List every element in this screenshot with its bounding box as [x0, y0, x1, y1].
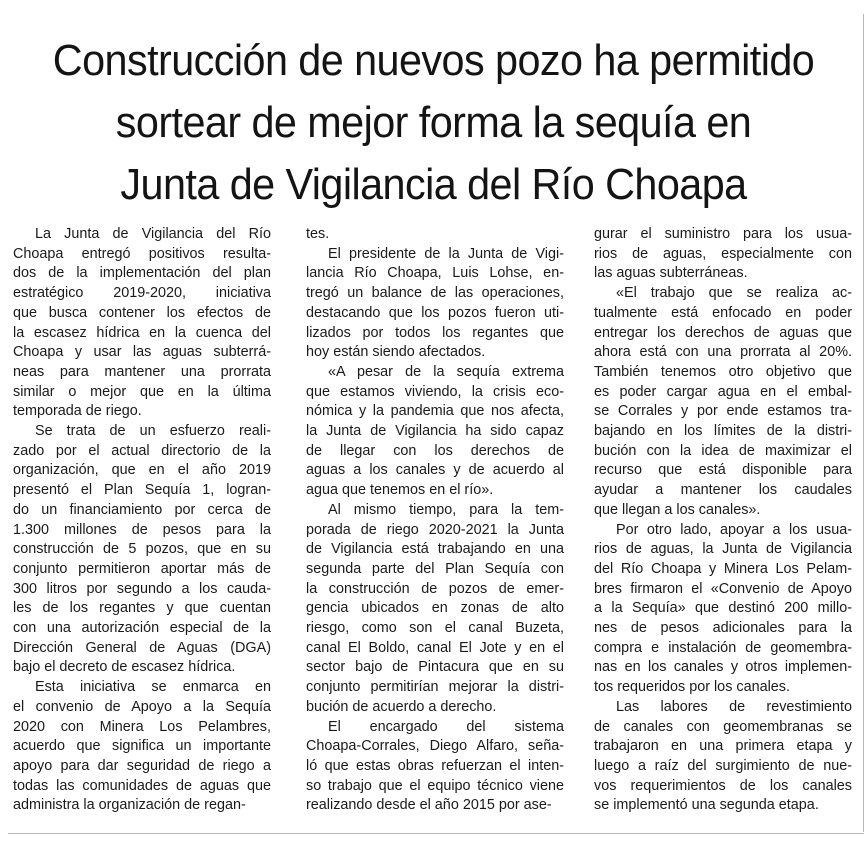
article-paragraph	[594, 698, 852, 816]
text-line: aguas a los canales y de acuerdo al	[306, 462, 564, 479]
text-line: similar o mejor que en la última	[13, 383, 271, 400]
text-line: estratégico 2019-2020, iniciativa	[13, 285, 271, 302]
text-line: el convenio de Apoyo a la Sequía	[13, 698, 271, 715]
article-paragraph	[13, 225, 271, 422]
text-line: Esta iniciativa se enmarca en	[35, 679, 271, 696]
text-line: tos requeridos por los canales.	[594, 679, 790, 696]
article-headline	[45, 30, 822, 216]
text-line: de canales con geomembranas se	[594, 718, 852, 735]
text-line: bución con la idea de maximizar el	[594, 442, 852, 459]
text-line: sector bajo de Pintacura que en su	[306, 659, 564, 676]
text-line: se implementó una segunda etapa.	[594, 797, 819, 814]
frame-shadow-bottom	[8, 833, 864, 834]
text-line: ahora está con una prorrata al 20%.	[594, 344, 852, 361]
text-line: También tenemos otro objetivo que	[594, 363, 852, 380]
text-line: temporada de riego.	[13, 403, 142, 420]
article-paragraph	[306, 363, 564, 501]
text-line: 2020 con Minera Los Pelambres,	[13, 718, 271, 735]
text-line: entregar los derechos de aguas que	[594, 324, 852, 341]
text-line: nas en los canales y otros implemen-	[594, 659, 852, 676]
article-column-2	[306, 225, 564, 816]
article-paragraph	[306, 718, 564, 817]
headline-line: Junta de Vigilancia del Río Choapa	[120, 160, 747, 209]
text-line: la construcción de pozos de emer-	[306, 580, 564, 597]
text-line: tregó un balance de las operaciones,	[306, 285, 564, 302]
text-line: bajo el decreto de escasez hídrica.	[13, 659, 236, 676]
text-line: tualmente está enfocado en poder	[594, 304, 852, 321]
article-paragraph	[594, 284, 852, 520]
text-line: presentó el Plan Sequía 1, logran-	[13, 482, 271, 499]
text-line: tes.	[306, 226, 330, 242]
text-line: so trabajo que el equipo técnico viene	[306, 777, 564, 794]
article-paragraph	[594, 521, 852, 698]
text-line: Se trata de un esfuerzo reali-	[35, 423, 271, 440]
text-line: con una autorización especial de la	[13, 620, 271, 637]
text-line: ayudar a mantener los caudales	[594, 482, 852, 499]
text-line: gencia ubicados en zonas de alto	[306, 600, 564, 617]
article-column-3	[594, 225, 852, 816]
text-line: riesgo, como son el canal Buzeta,	[306, 620, 564, 637]
text-line: destacando que los pozos fueron uti-	[306, 304, 564, 321]
text-line: compra e instalación de geomembra-	[594, 639, 852, 656]
text-line: apoyo para dar seguridad de riego a	[13, 757, 271, 774]
text-line: neas para mantener una prorrata	[13, 363, 271, 380]
text-line: «A pesar de la sequía extrema	[328, 363, 564, 380]
text-line: se Corrales y por ende estamos tra-	[594, 403, 852, 420]
text-line: Al mismo tiempo, para la tem-	[328, 501, 564, 518]
article-paragraph	[13, 678, 271, 816]
text-line: ló que estas obras refuerzan el inten-	[306, 757, 564, 774]
text-line: La Junta de Vigilancia del Río	[35, 226, 271, 242]
text-line: segunda parte del Plan Sequía con	[306, 560, 564, 577]
text-line: la Junta de Vigilancia ha sido capaz	[306, 423, 564, 440]
text-line: acuerdo que significa un importante	[13, 738, 271, 755]
headline-line: Construcción de nuevos pozo ha permitido	[52, 36, 815, 85]
frame-shadow-right	[863, 14, 864, 832]
text-line: realizando desde el año 2015 por ase-	[306, 797, 552, 814]
text-line: la escasez hídrica en la cuenca del	[13, 324, 271, 341]
text-line: vos requerimientos de los canales	[594, 777, 852, 794]
text-line: bajando en los límites de la distri-	[594, 423, 852, 440]
text-line: administra la organización de regan-	[13, 797, 246, 814]
text-line: nómica y la pandemia que nos afecta,	[306, 403, 564, 420]
text-line: de Vigilancia está trabajando en una	[306, 541, 564, 558]
text-line: zado por el actual directorio de la	[13, 442, 271, 459]
article-paragraph	[306, 501, 564, 718]
article-paragraph	[306, 225, 564, 245]
text-line: lancia Río Choapa, Luis Lohse, en-	[306, 265, 564, 282]
text-line: «El trabajo que se realiza ac-	[616, 285, 852, 302]
text-line: Choapa entregó positivos resulta-	[13, 245, 271, 262]
article-paragraph	[594, 225, 852, 284]
text-line: todas las comunidades de aguas que	[13, 777, 271, 794]
text-line: las aguas subterráneas.	[594, 265, 748, 282]
text-line: 1.300 millones de pesos para la	[13, 521, 271, 538]
text-line: que busca contener los efectos de	[13, 304, 271, 321]
text-line: El presidente de la Junta de Vigi-	[328, 245, 564, 262]
text-line: El encargado del sistema	[328, 718, 564, 735]
text-line: les de los regantes y que cuentan	[13, 600, 271, 617]
text-line: que estamos viviendo, la crisis eco-	[306, 383, 564, 400]
text-line: trabajaron en una primera etapa y	[594, 738, 852, 755]
text-line: recurso que está disponible para	[594, 462, 852, 479]
text-line: gurar el suministro para los usua-	[594, 226, 852, 242]
text-line: Las labores de revestimiento	[616, 698, 852, 715]
text-line: do un financiamiento por cerca de	[13, 501, 271, 518]
text-line: de llegar con los derechos de	[306, 442, 564, 459]
text-line: conjunto permitieron aportar más de	[13, 560, 271, 577]
text-line: construcción de 5 pozos, que en su	[13, 541, 271, 558]
text-line: que llegan a los canales».	[594, 501, 761, 518]
text-line: luego a raíz del surgimiento de nue-	[594, 757, 852, 774]
headline-line: sortear de mejor forma la sequía en	[115, 98, 752, 147]
text-line: Choapa-Corrales, Diego Alfaro, seña-	[306, 738, 564, 755]
text-line: rios de aguas, la Junta de Vigilancia	[594, 541, 852, 558]
text-line: Choapa y usar las aguas subterrá-	[13, 344, 271, 361]
article-column-1	[13, 225, 271, 816]
text-line: bres firmaron el «Convenio de Apoyo	[594, 580, 852, 597]
text-line: hoy están siendo afectados.	[306, 344, 486, 361]
text-line: agua que tenemos en el río».	[306, 482, 494, 499]
text-line: canal El Boldo, canal El Jote y en el	[306, 639, 564, 656]
text-line: del Río Choapa y Minera Los Pelam-	[594, 560, 852, 577]
text-line: 300 litros por segundo a los cauda-	[13, 580, 271, 597]
text-line: porada de riego 2020-2021 la Junta	[306, 521, 564, 538]
article-paragraph	[13, 422, 271, 678]
text-line: a la Sequía» que destinó 200 millo-	[594, 600, 852, 617]
text-line: organización, que en el año 2019	[13, 462, 271, 479]
text-line: Dirección General de Aguas (DGA)	[13, 639, 271, 656]
text-line: conjunto permitirían mejorar la distri-	[306, 679, 564, 696]
text-line: es poder cargar agua en el embal-	[594, 383, 852, 400]
text-line: lizados por todos los regantes que	[306, 324, 564, 341]
text-line: Por otro lado, apoyar a los usua-	[616, 521, 852, 538]
text-line: nes de pesos adicionales para la	[594, 620, 852, 637]
text-line: rios de aguas, especialmente con	[594, 245, 852, 262]
text-line: bución de acuerdo a derecho.	[306, 698, 497, 715]
text-line: dos de la implementación del plan	[13, 265, 271, 282]
article-paragraph	[306, 245, 564, 363]
